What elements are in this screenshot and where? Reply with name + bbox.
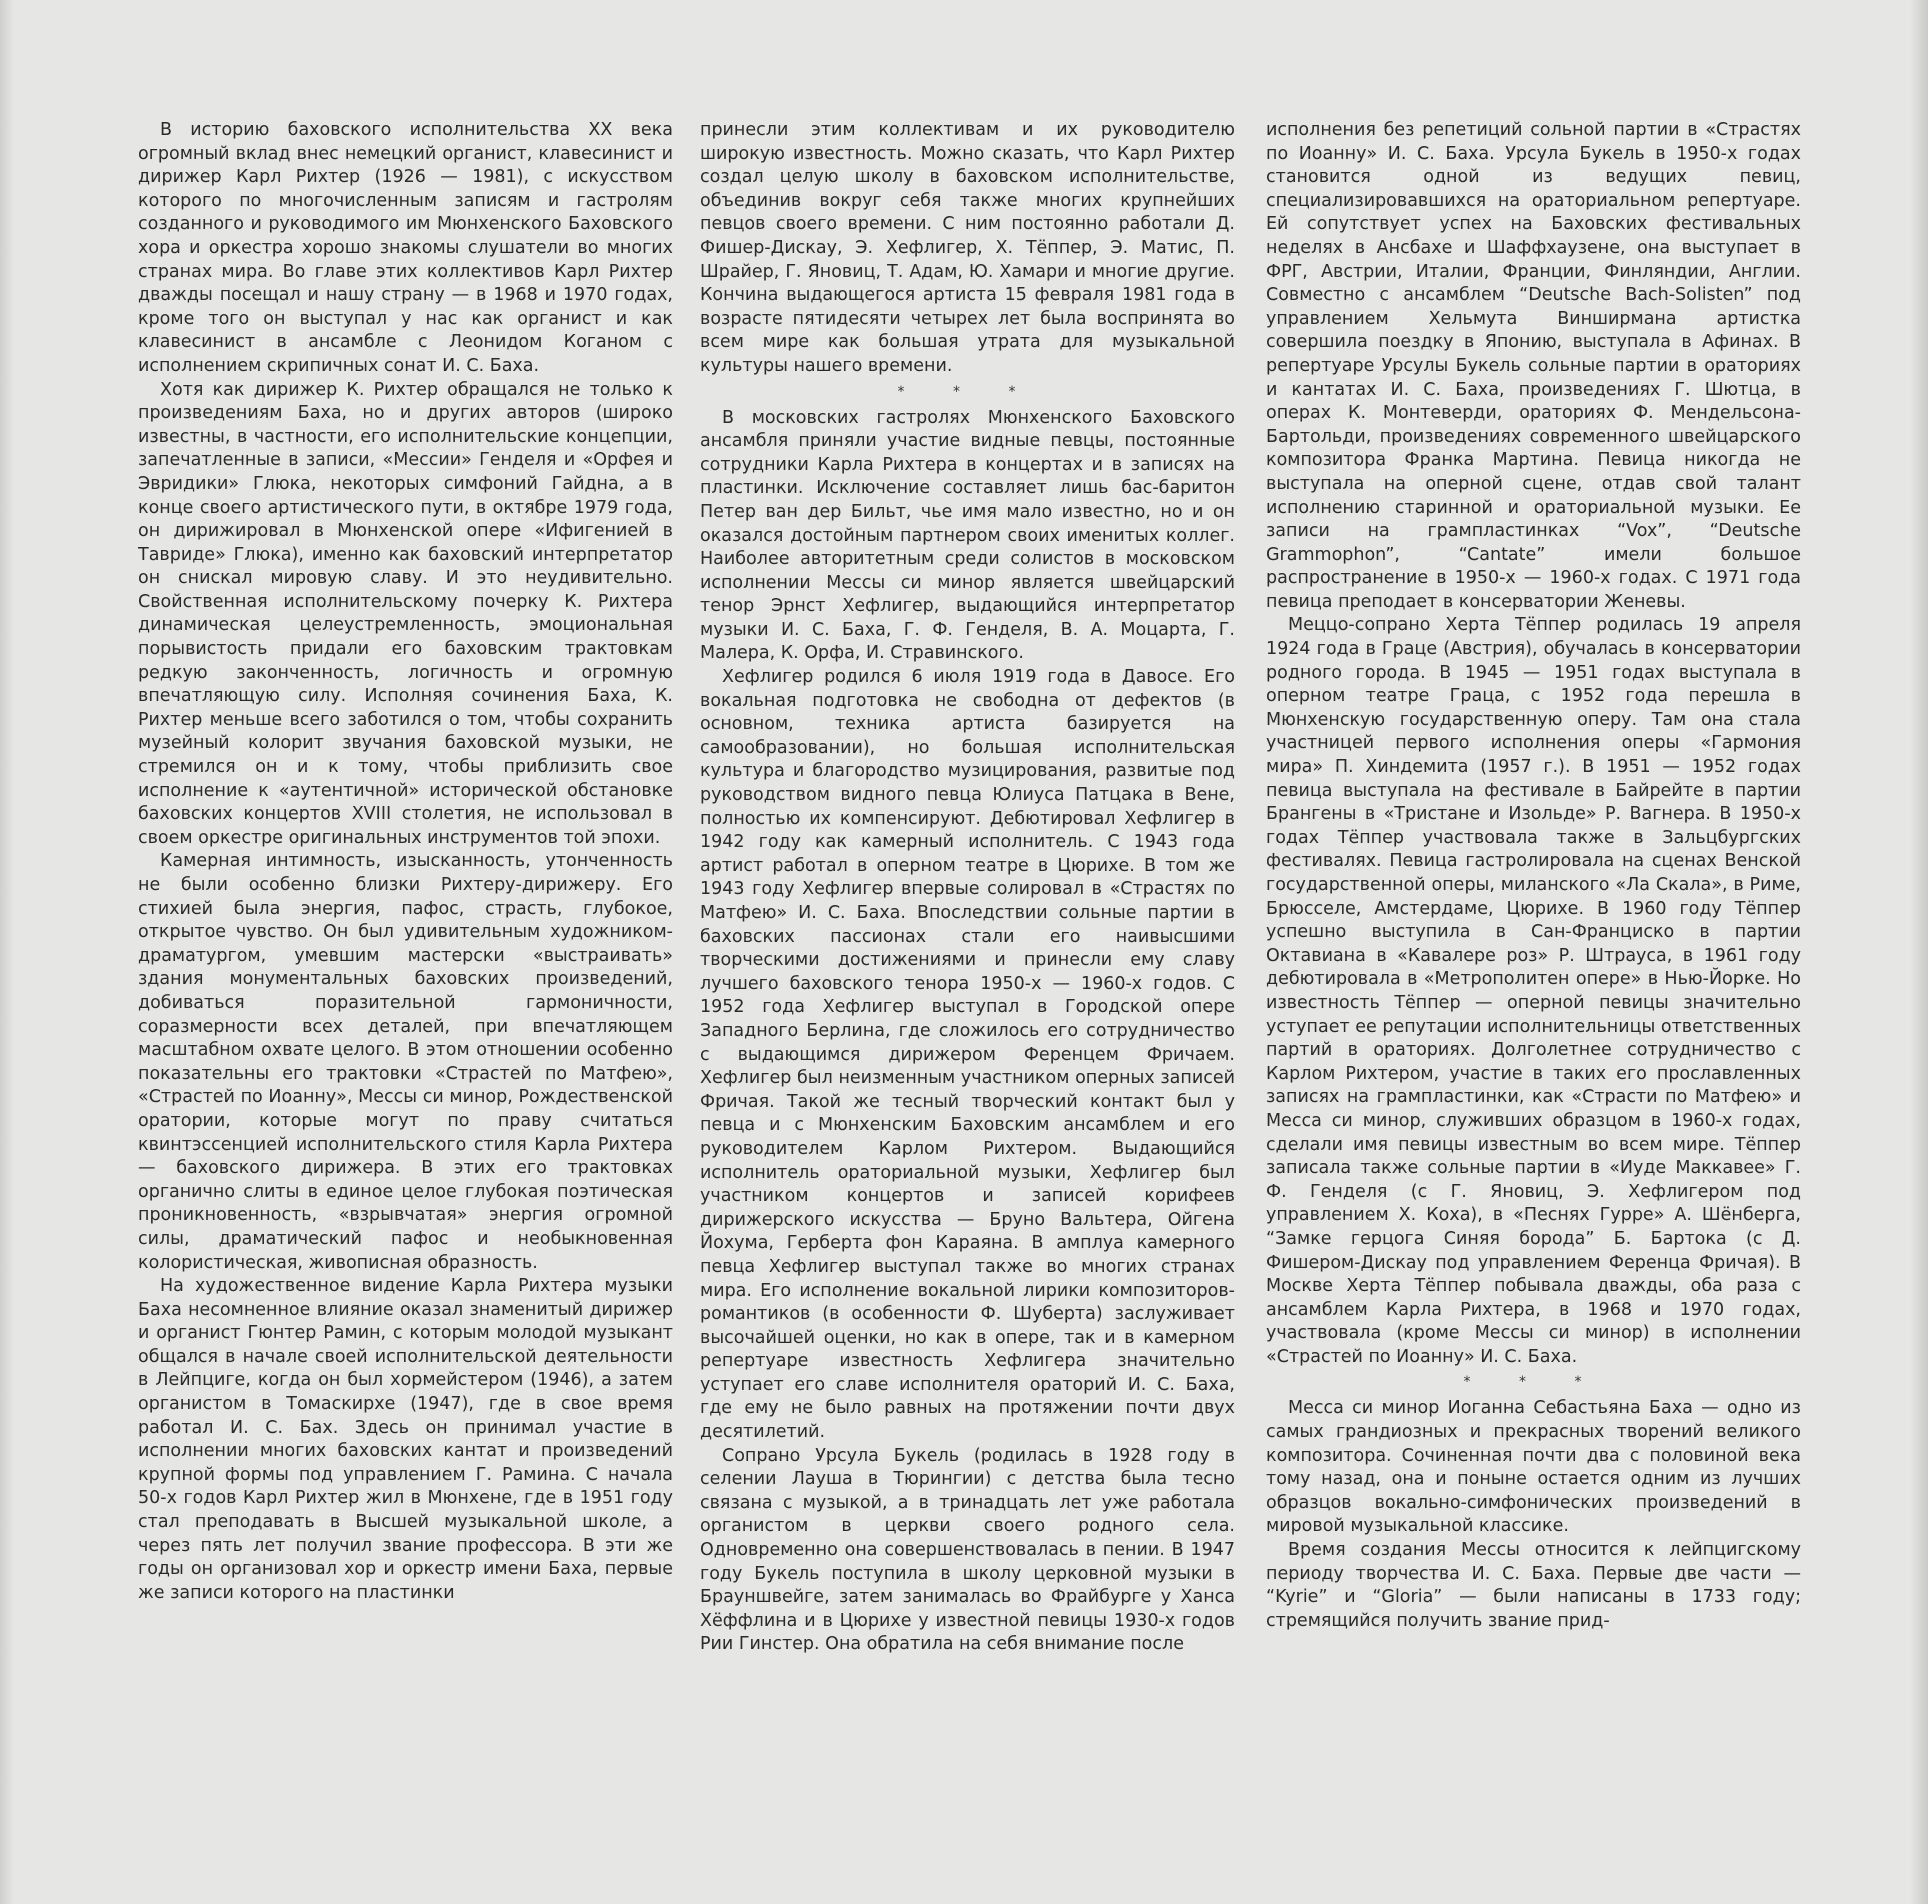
paragraph: В историю баховского исполнительства XX века огромный вклад внес немецкий органист, клавесинист и дирижер Карл Рихтер (1926 — 1981), с искусством которого по многочисленным записям и гастролям созданного и руководимого им Мюнхенского Баховского хора и оркестра хорошо знакомы слушатели во многих странах мира. Во главе этих коллективов Карл Рихтер дважды посещал и нашу страну — в 1968 и 1970 годах, кроме того он выступал у нас как органист и как клавесинист в ансамбле с Леонидом Коганом с исполнением скрипичных сонат И. С. Баха.	[138, 120, 673, 376]
paragraph: принесли этим коллективам и их руководителю широкую известность. Можно сказать, что Карл Рихтер создал целую школу в баховском исполнительстве, объединив вокруг себя также многих крупнейших певцов своего времени. С ним постоянно работали Д. Фишер-Дискау, Э. Хефлигер, Х. Тёппер, Э. Матис, П. Шрайер, Г. Яновиц, Т. Адам, Ю. Хамари и многие другие. Кончина выдающегося артиста 15 февраля 1981 года в возрасте пятидесяти четырех лет была воспринята во всем мире как большая утрата для музыкальной культуры нашего времени.	[700, 120, 1235, 376]
paragraph: Время создания Мессы относится к лейпцигскому периоду творчества И. С. Баха. Первые две части — “Kyrie” и “Gloria” — были написаны в 1733 году; стремящийся получить звание прид-	[1266, 1540, 1801, 1631]
paragraph: Камерная интимность, изысканность, утонченность не были особенно близки Рихтеру-дирижеру. Его стихией была энергия, пафос, страсть, глубокое, открытое чувство. Он был удивительным художником-драматургом, умевшим мастерски «выстраивать» здания монументальных баховских произведений, добиваться поразительной гармоничности, соразмерности всех деталей, при впечатляющем масштабном охвате целого. В этом отношении особенно показательны его трактовки «Страстей по Матфею», «Страстей по Иоанну», Мессы си минор, Рождественской оратории, которые могут по праву считаться квинтэссенцией исполнительского стиля Карла Рихтера — баховского дирижера. В этих его трактовках органично слиты в единое целое глубокая поэтическая проникновенность, «взрывчатая» энергия огромной силы, драматический пафос и необыкновенная колористическая, живописная образность.	[138, 851, 673, 1273]
section-separator: * * *	[897, 383, 1038, 400]
paragraph: Сопрано Урсула Букель (родилась в 1928 году в селении Лауша в Тюрингии) с детства была тесно связана с музыкой, а в тринадцать лет уже работала органистом в церкви своего родного села. Одновременно она совершенствовалась в пении. В 1947 году Букель поступила в школу церковной музыки в Брауншвейге, затем занималась во Фрайбурге у Ханса Хёффлина и в Цюрихе у известной певицы 1930-х годов Рии Гинстер. Она обратила на себя внимание после	[700, 1445, 1235, 1655]
paragraph: Месса си минор Иоганна Себастьяна Баха — одно из самых грандиозных и прекрасных творений великого композитора. Сочиненная почти два с половиной века тому назад, она и поныне остается одним из лучших образцов вокально-симфонических произведений в мировой музыкальной классике.	[1266, 1398, 1801, 1537]
page-left-edge-shadow	[0, 0, 14, 1904]
text-column-1	[138, 119, 673, 1819]
text-column-2	[700, 119, 1235, 1819]
paragraph: Меццо-сопрано Херта Тёппер родилась 19 апреля 1924 года в Граце (Австрия), обучалась в консерватории родного города. В 1945 — 1951 годах выступала в оперном театре Граца, с 1952 года перешла в Мюнхенскую государственную оперу. Там она стала участницей первого исполнения оперы «Гармония мира» П. Хиндемита (1957 г.). В 1951 — 1952 годах певица выступала на фестивале в Байрейте в партии Брангены в «Тристане и Изольде» Р. Вагнера. В 1950-х годах Тёппер участвовала также в Зальцбургских фестивалях. Певица гастролировала на сценах Венской государственной оперы, миланского «Ла Скала», в Риме, Брюсселе, Амстердаме, Цюрихе. В 1960 году Тёппер успешно выступила в Сан-Франциско в партии Октавиана в «Кавалере роз» Р. Штрауса, в 1961 году дебютировала в «Метрополитен опере» в Нью-Йорке. Но известность Тёппер — оперной певицы значительно уступает ее репутации исполнительницы ответственных партий в ораториях. Долголетнее сотрудничество с Карлом Рихтером, участие в таких его прославленных записях на грампластинки, как «Страсти по Матфею» и Месса си минор, служивших образцом в 1960-х годах, сделали имя певицы известным во всем мире. Тёппер записала также сольные партии в «Иуде Маккавее» Г. Ф. Генделя (с Г. Яновиц, Э. Хефлигером под управлением Х. Коха), в «Песнях Гурре» А. Шёнберга, “Замке герцога Синяя борода” Б. Бартока (с Д. Фишером-Дискау под управлением Ференца Фричая). В Москве Херта Тёппер побывала дважды, оба раза с ансамблем Карла Рихтера, в 1968 и 1970 годах, участвовала (кроме Мессы си минор) в исполнении «Страстей по Иоанну» И. С. Баха.	[1266, 615, 1801, 1367]
text-column-3	[1266, 119, 1801, 1819]
paragraph: Хотя как дирижер К. Рихтер обращался не только к произведениям Баха, но и других авторов (широко известны, в частности, его исполнительские концепции, запечатленные в записи, «Мессии» Генделя и «Орфея и Эвридики» Глюка, некоторых симфоний Гайдна, а в конце своего артистического пути, в октябре 1979 года, он дирижировал в Мюнхенской опере «Ифигенией в Тавриде» Глюка), именно как баховский интерпретатор он снискал мировую славу. И это неудивительно. Свойственная исполнительскому почерку К. Рихтера динамическая целеустремленность, эмоциональная порывистость придали его баховским трактовкам редкую законченность, логичность и огромную впечатляющую силу. Исполняя сочинения Баха, К. Рихтер меньше всего заботился о том, чтобы сохранить музейный колорит звучания баховской музыки, не стремился он и к тому, чтобы приблизить свое исполнение к «аутентичной» исторической обстановке баховских концертов XVIII столетия, не использовал в своем оркестре оригинальных инструментов той эпохи.	[138, 379, 673, 848]
paragraph: В московских гастролях Мюнхенского Баховского ансамбля приняли участие видные певцы, постоянные сотрудники Карла Рихтера в концертах и в записях на пластинки. Исключение составляет лишь бас-баритон Петер ван дер Бильт, чье имя мало известно, но и он оказался достойным партнером своих именитых коллег. Наиболее авторитетным среди солистов в московском исполнении Мессы си минор является швейцарский тенор Эрнст Хефлигер, выдающийся интерпретатор музыки И. С. Баха, Г. Ф. Генделя, В. А. Моцарта, Г. Малера, К. Орфа, И. Стравинского.	[700, 407, 1235, 664]
section-separator: * * *	[1463, 1374, 1604, 1391]
paragraph: исполнения без репетиций сольной партии в «Страстях по Иоанну» И. С. Баха. Урсула Букель в 1950-х годах становится одной из ведущих певиц, специализировавшихся на ораториальном репертуаре. Ей сопутствует успех на Баховских фестивальных неделях в Ансбахе и Шаффхаузене, она выступает в ФРГ, Австрии, Италии, Франции, Финляндии, Англии. Совместно с ансамблем “Deutsche Bach-Solisten” под управлением Хельмута Винширмана артистка совершила поездку в Японию, выступала в Афинах. В репертуаре Урсулы Букель сольные партии в ораториях и кантатах И. С. Баха, произведениях Г. Шютца, в операх К. Монтеверди, ораториях Ф. Мендельсона-Бартольди, произведениях современного швейцарского композитора Франка Мартина. Певица никогда не выступала на оперной сцене, отдав свой талант исполнению старинной и ораториальной музыки. Ее записи на грампластинках “Vox”, “Deutsche Grammophon”, “Cantate” имели большое распространение в 1950-х — 1960-х годах. С 1971 года певица преподает в консерватории Женевы.	[1266, 120, 1801, 612]
page-right-edge-shadow	[1910, 0, 1928, 1904]
paragraph: На художественное видение Карла Рихтера музыки Баха несомненное влияние оказал знаменитый дирижер и органист Гюнтер Рамин, с которым молодой музыкант общался в начале своей исполнительской деятельности в Лейпциге, когда он был хормейстером (1946), а затем органистом в Томаскирхе (1947), где в свое время работал И. С. Бах. Здесь он принимал участие в исполнении многих баховских кантат и произведений крупной формы под управлением Г. Рамина. С начала 50-х годов Карл Рихтер жил в Мюнхене, где в 1951 году стал преподавать в Высшей музыкальной школе, а через пять лет получил звание профессора. В эти же годы он организовал хор и оркестр имени Баха, первые же записи которого на пластинки	[138, 1276, 673, 1603]
paragraph: Хефлигер родился 6 июля 1919 года в Давосе. Его вокальная подготовка не свободна от дефектов (в основном, техника артиста базируется на самообразовании), но большая исполнительская культура и благородство музицирования, развитые под руководством видного певца Юлиуса Патцака в Вене, полностью их компенсируют. Дебютировал Хефлигер в 1942 году как камерный исполнитель. С 1943 года артист работал в оперном театре в Цюрихе. В том же 1943 году Хефлигер впервые солировал в «Страстях по Матфею» И. С. Баха. Впоследствии сольные партии в баховских пассионах стали его наивысшими творческими достижениями и принесли ему славу лучшего баховского тенора 1950-х — 1960-х годов. С 1952 года Хефлигер выступал в Городской опере Западного Берлина, где сложилось его сотрудничество с выдающимся дирижером Ференцем Фричаем. Хефлигер был неизменным участником оперных записей Фричая. Такой же тесный творческий контакт был у певца и с Мюнхенским Баховским ансамблем и его руководителем Карлом Рихтером. Выдающийся исполнитель ораториальной музыки, Хефлигер был участником концертов и записей корифеев дирижерского искусства — Бруно Вальтера, Ойгена Йохума, Герберта фон Караяна. В амплуа камерного певца Хефлигер выступал также во многих странах мира. Его исполнение вокальной лирики композиторов-романтиков (в особенности Ф. Шуберта) заслуживает высочайшей оценки, но как в опере, так и в камерном репертуаре известность Хефлигера значительно уступает его славе исполнителя ораторий И. С. Баха, где ему не было равных на протяжении почти двух десятилетий.	[700, 667, 1235, 1443]
